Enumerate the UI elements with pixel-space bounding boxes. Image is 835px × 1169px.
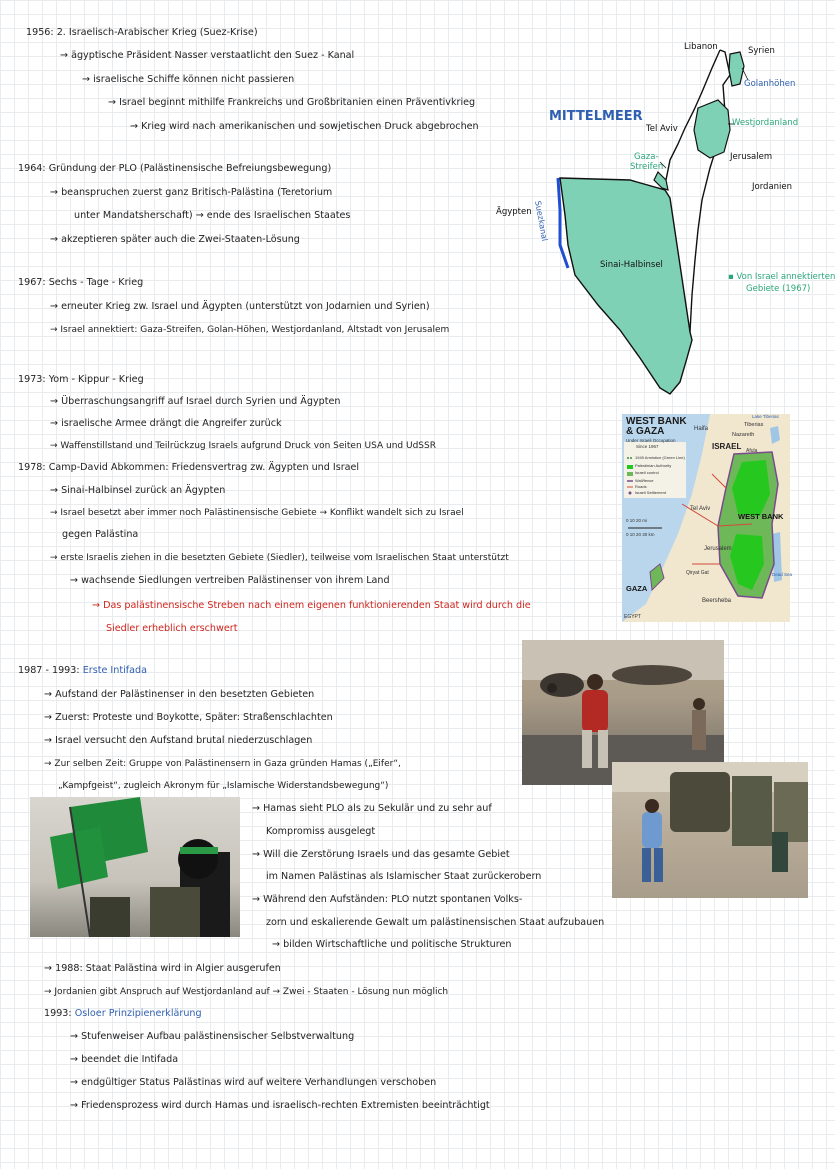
note-conclusion: Siedler erheblich erschwert xyxy=(106,623,238,634)
note-line: → Israel annektiert: Gaza-Streifen, Golan-Höhen, Westjordanland, Altstadt von Jerusalem xyxy=(50,325,450,335)
map-label-jordanien: Jordanien xyxy=(752,182,793,192)
note-line: → Waffenstillstand und Teilrückzug Israels aufgrund Druck von Seiten USA und UdSSR xyxy=(50,441,436,451)
wb-legend-item: Wall/fence xyxy=(635,478,654,483)
sinai-territory xyxy=(560,178,692,394)
wb-israel: ISRAEL xyxy=(712,442,742,451)
note-line: → Zur selben Zeit: Gruppe von Palästinensern in Gaza gründen Hamas („Eifer“, xyxy=(44,759,401,769)
wb-jerusalem: Jerusalem xyxy=(704,546,732,552)
wb-beersheba: Beersheba xyxy=(702,598,732,604)
map-label-telaviv: Tel Aviv xyxy=(646,124,678,134)
golan-territory xyxy=(729,52,744,86)
event-1987-years: 1987 - 1993: xyxy=(18,665,80,676)
note-line: → Sinai-Halbinsel zurück an Ägypten xyxy=(50,485,226,496)
note-line: → Israel beginnt mithilfe Frankreichs und Großbritanien einen Präventivkrieg xyxy=(108,97,476,108)
westbank-gaza-map xyxy=(622,414,793,622)
map-label-libanon: Libanon xyxy=(684,42,718,52)
wb-telaviv: Tel Aviv xyxy=(690,506,711,512)
note-line: → erneuter Krieg zw. Israel und Ägypten (unterstützt von Jodarnien und Syrien) xyxy=(50,301,430,312)
legend-settlement xyxy=(629,492,632,495)
wb-subtitle-1: Under Israeli Occupation xyxy=(626,438,676,443)
map-label-suezkanal: Suezkanal xyxy=(533,200,550,242)
map-label-syrien: Syrien xyxy=(748,46,775,56)
map-label-jerusalem: Jerusalem xyxy=(730,152,773,162)
wb-scale-mi: 0 10 20 mi xyxy=(626,518,648,523)
wb-egypt: EGYPT xyxy=(624,614,641,620)
intifada-photo-2-graphic xyxy=(612,762,808,898)
legend-israeli xyxy=(627,472,633,476)
event-1973-title: 1973: Yom - Kippur - Krieg xyxy=(18,374,144,385)
wb-afula: Afula xyxy=(746,448,758,454)
note-line: → Jordanien gibt Anspruch auf Westjordanland auf → Zwei - Staaten - Lösung nun möglich xyxy=(44,987,449,997)
note-line: → bilden Wirtschaftliche und politische Strukturen xyxy=(272,939,512,950)
wb-scale-km: 0 10 20 30 km xyxy=(626,532,655,537)
map-label-mittelmeer: MITTELMEER xyxy=(549,109,643,124)
note-line: → beendet die Intifada xyxy=(70,1054,179,1065)
note-line: → israelische Schiffe können nicht passieren xyxy=(82,74,295,85)
map-label-sinai: Sinai-Halbinsel xyxy=(600,260,663,270)
note-line: → Stufenweiser Aufbau palästinensischer Selbstverwaltung xyxy=(70,1031,355,1042)
map-label-westjordanland: Westjordanland xyxy=(732,118,799,128)
wb-deadsea: Dead Sea xyxy=(772,572,793,577)
note-line: → Während den Aufständen: PLO nutzt spontanen Volks- xyxy=(252,894,523,905)
note-line: → Will die Zerstörung Israels und das gesamte Gebiet xyxy=(252,849,510,860)
note-line: unter Mandatsherschaft) → ende des Israelischen Staates xyxy=(74,210,351,221)
wb-title-1: WEST BANK xyxy=(626,416,687,427)
note-line: → Überraschungsangriff auf Israel durch Syrien und Ägypten xyxy=(50,396,341,407)
note-line: → Israel versucht den Aufstand brutal niederzuschlagen xyxy=(44,735,313,746)
note-line: → erste Israelis ziehen in die besetzten Gebiete (Siedler), teilweise vom Israelischen Staat unterstützt xyxy=(50,553,509,563)
wb-title-2: & GAZA xyxy=(626,426,665,437)
map-label-gaza-2: Streifen xyxy=(630,162,664,172)
map-legend-line1: ▪ Von Israel annektierten xyxy=(728,272,835,282)
wb-legend-item: 1949 Armistice (Green Line) xyxy=(635,455,685,460)
note-line: → Zuerst: Proteste und Boykotte, Später: Straßenschlachten xyxy=(44,712,333,723)
note-line: → Aufstand der Palästinenser in den besetzten Gebieten xyxy=(44,689,315,700)
note-line: → Krieg wird nach amerikanischen und sowjetischen Druck abgebrochen xyxy=(130,121,479,132)
note-line: → israelische Armee drängt die Angreifer zurück xyxy=(50,418,282,429)
note-line: → beanspruchen zuerst ganz Britisch-Palästina (Teretorium xyxy=(50,187,333,198)
note-line: Kompromiss ausgelegt xyxy=(266,826,376,837)
event-1987-title xyxy=(18,664,147,678)
wb-legend-item: Palestinian Authority xyxy=(635,463,672,468)
event-1993-label: Osloer Prinzipienerklärung xyxy=(74,1008,202,1019)
map-label-aegypten: Ägypten xyxy=(496,207,532,217)
westbank-territory xyxy=(694,100,730,158)
note-line: → endgültiger Status Palästinas wird auf weitere Verhandlungen verschoben xyxy=(70,1077,437,1088)
note-line: gegen Palästina xyxy=(62,529,139,540)
note-conclusion: → Das palästinensische Streben nach einem eigenen funktionierenden Staat wird durch die xyxy=(92,600,531,611)
note-line: → Friedensprozess wird durch Hamas und israelisch-rechten Extremisten beeinträchtigt xyxy=(70,1100,490,1111)
wb-tiberias: Tiberias xyxy=(744,422,764,428)
event-1978-title: 1978: Camp-David Abkommen: Friedensvertrag zw. Ägypten und Israel xyxy=(18,462,360,473)
wb-legend-item: Roads xyxy=(635,484,647,489)
wb-gaza: GAZA xyxy=(626,584,648,593)
wb-lake-label: Lake Tiberias xyxy=(752,414,779,419)
note-line: → Israel besetzt aber immer noch Palästinensische Gebiete → Konflikt wandelt sich zu Israel xyxy=(50,508,464,518)
note-line: → 1988: Staat Palästina wird in Algier ausgerufen xyxy=(44,963,281,974)
note-line: → akzeptieren später auch die Zwei-Staaten-Lösung xyxy=(50,234,300,245)
event-1967-title: 1967: Sechs - Tage - Krieg xyxy=(18,277,144,288)
event-1987-label: Erste Intifada xyxy=(82,665,147,676)
note-line: → wachsende Siedlungen vertreiben Palästinenser von ihrem Land xyxy=(70,575,390,586)
hamas-photo xyxy=(30,797,240,937)
wb-nazareth: Nazareth xyxy=(732,432,755,438)
note-line: zorn und eskalierende Gewalt um palästinensischen Staat aufzubauen xyxy=(266,917,605,928)
event-1956-title: 1956: 2. Israelisch-Arabischer Krieg (Suez-Krise) xyxy=(26,27,258,38)
wb-westbank: WEST BANK xyxy=(738,512,784,521)
note-line: → Hamas sieht PLO als zu Sekulär und zu sehr auf xyxy=(252,803,492,814)
wb-haifa: Haifa xyxy=(694,426,709,432)
hamas-photo-graphic xyxy=(30,797,240,937)
israel-outline xyxy=(690,50,730,332)
note-line: „Kampfgeist“, zugleich Akronym für „Islamische Widerstandsbewegung“) xyxy=(58,781,389,791)
wb-legend-item: Israeli Settlement xyxy=(635,490,666,495)
event-1993-title xyxy=(44,1007,202,1021)
intifada-photo-2 xyxy=(612,762,808,898)
wb-qiryatgat: Qiryat Gat xyxy=(686,570,709,576)
map-label-gaza: Gaza- xyxy=(634,152,659,162)
map-label-golan: Golanhöhen xyxy=(744,79,796,89)
wb-subtitle-2: Since 1967 xyxy=(636,444,659,449)
legend-pa xyxy=(627,465,633,469)
note-line: im Namen Palästinas als Islamischer Staat zurückerobern xyxy=(266,871,542,882)
note-line: → ägyptische Präsident Nasser verstaatlicht den Suez - Kanal xyxy=(60,50,355,61)
israel-map xyxy=(520,40,820,400)
wb-legend-item: Israeli control xyxy=(635,470,659,475)
map-legend-line2: Gebiete (1967) xyxy=(746,284,811,294)
event-1964-title: 1964: Gründung der PLO (Palästinensische Befreiungsbewegung) xyxy=(18,163,332,174)
event-1993-year: 1993: xyxy=(44,1008,72,1019)
